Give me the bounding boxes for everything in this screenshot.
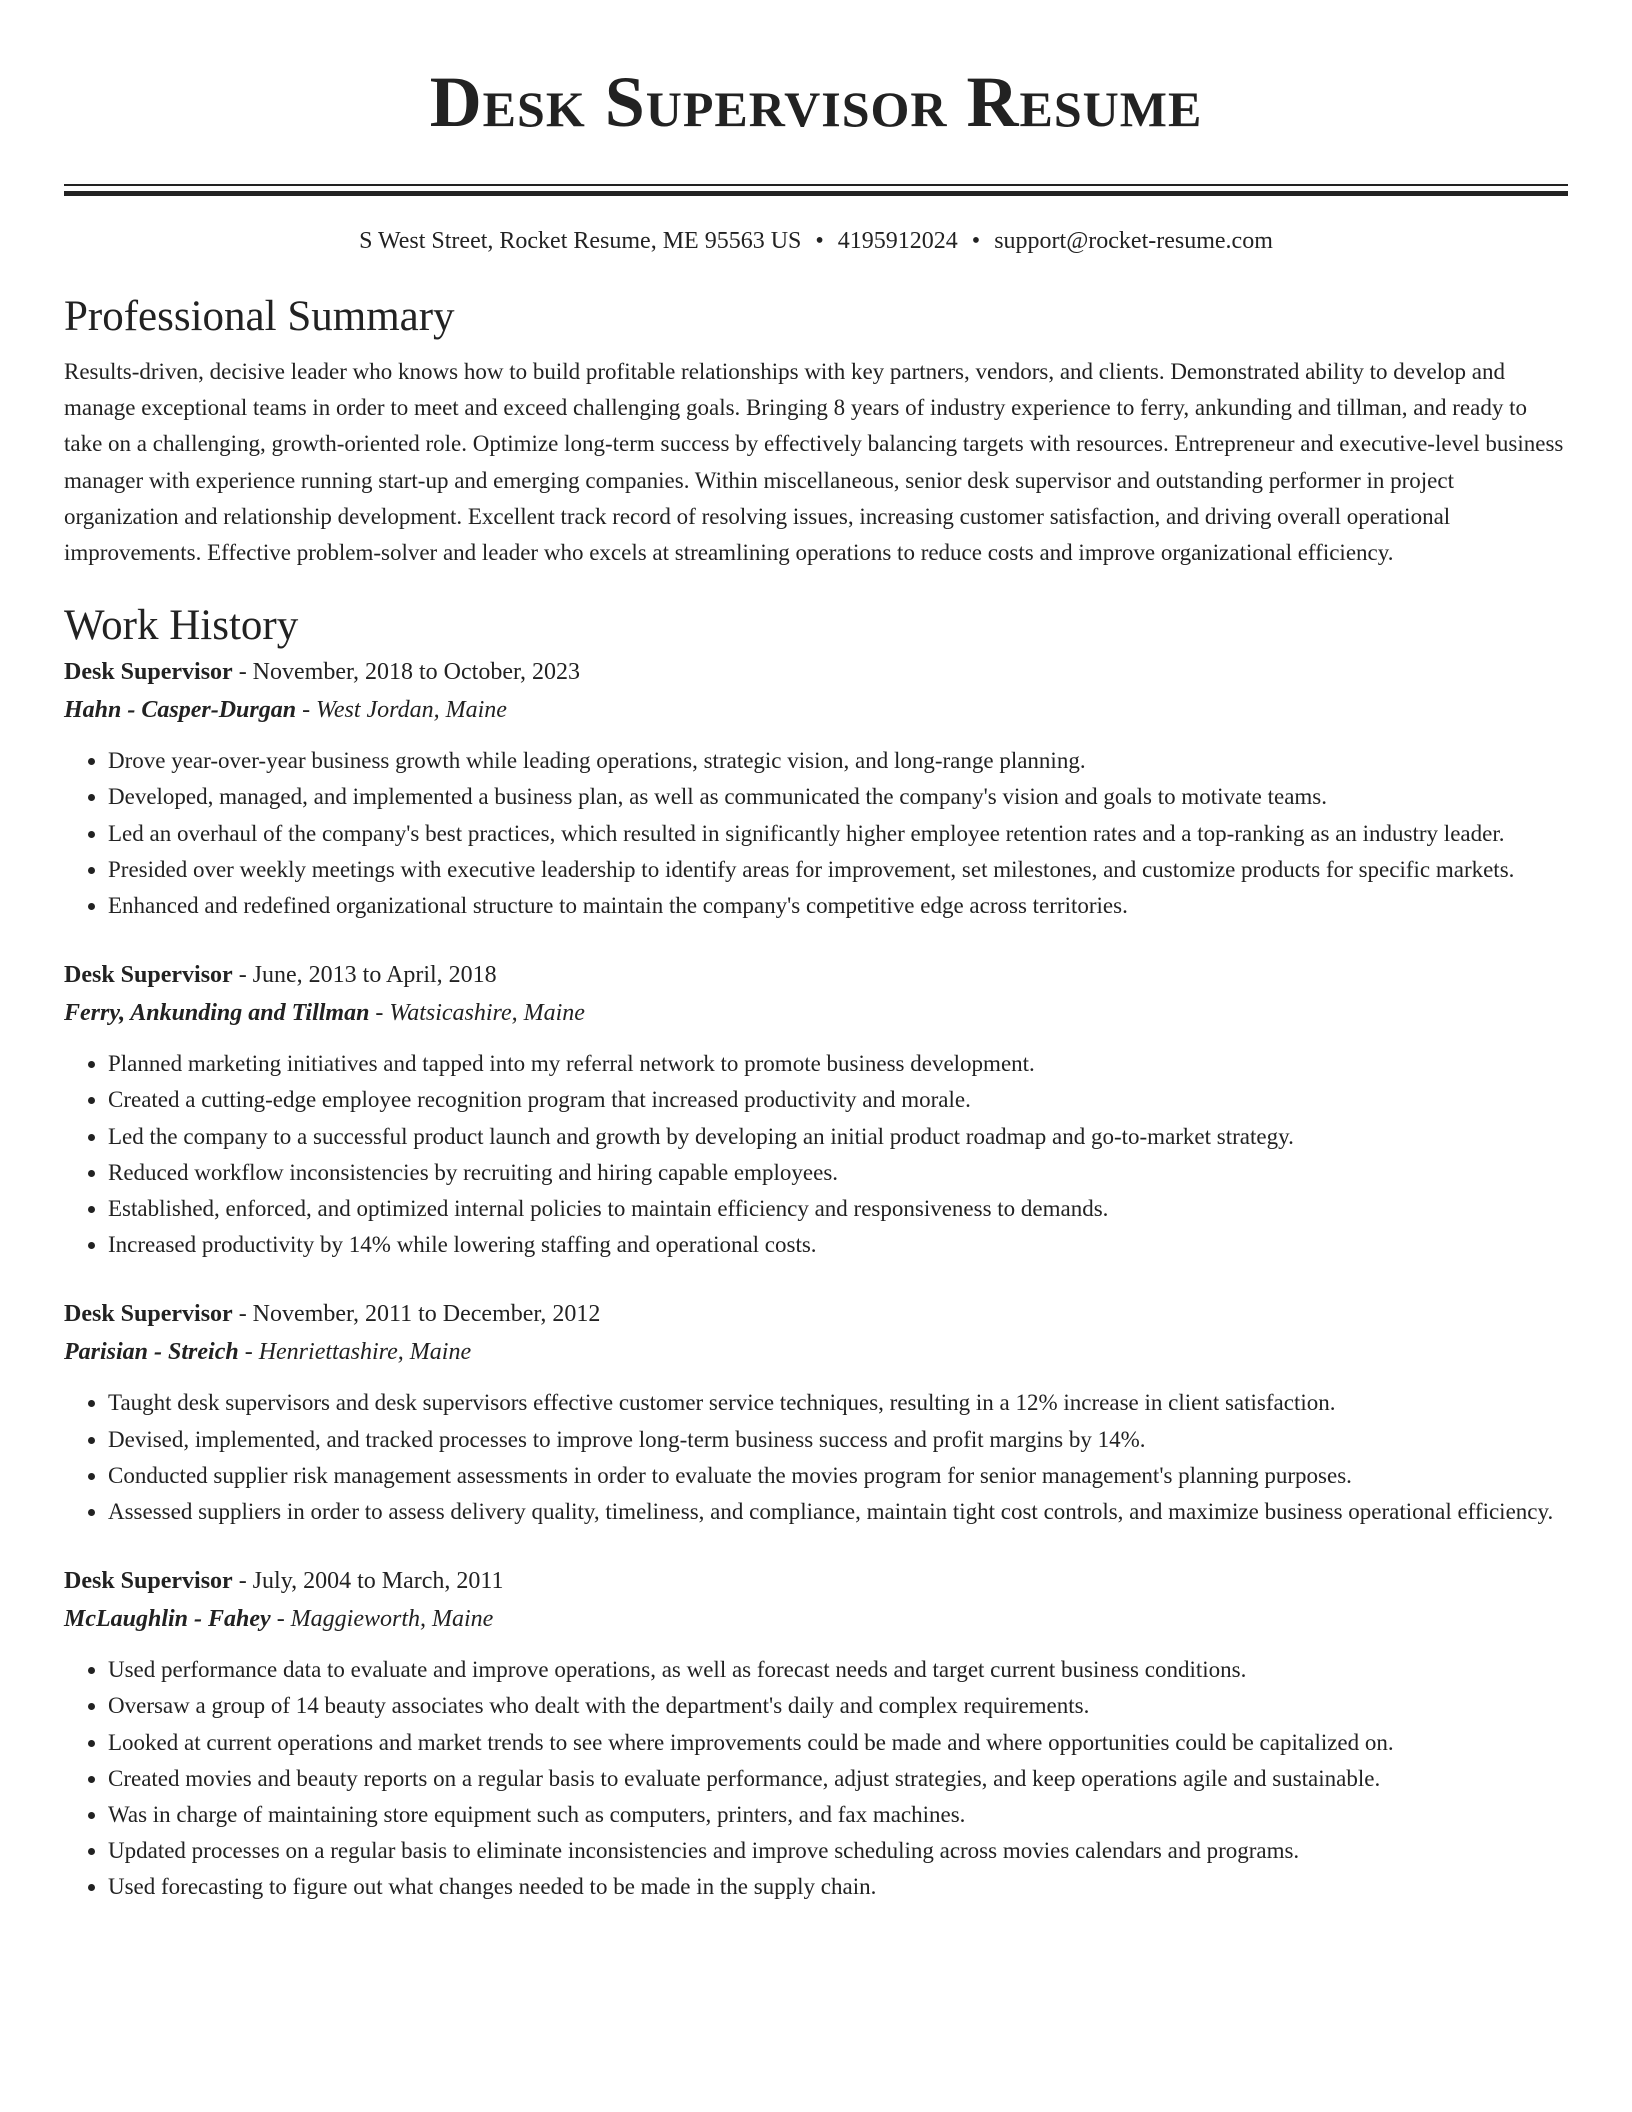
list-item: • Oversaw a group of 14 beauty associates who dealt with the department's daily and complex requirements. xyxy=(108,1688,1568,1724)
list-item: • Drove year-over-year business growth while leading operations, strategic vision, and long-range planning. xyxy=(108,743,1568,779)
job-location: - Henriettashire, Maine xyxy=(238,1339,472,1366)
job-entry xyxy=(64,956,1568,1263)
job-company-line xyxy=(64,691,1568,729)
list-item: • Reduced workflow inconsistencies by recruiting and hiring capable employees. xyxy=(108,1155,1568,1191)
title-divider-thin xyxy=(64,184,1568,186)
work-history-heading: Work History xyxy=(64,602,299,650)
job-dates: - November, 2011 to December, 2012 xyxy=(232,1301,601,1328)
contact-separator: • xyxy=(815,228,824,254)
job-entry xyxy=(64,1295,1568,1530)
job-dates: - November, 2018 to October, 2023 xyxy=(232,659,581,686)
list-item: • Looked at current operations and market trends to see where improvements could be made and where opportunities could be capitalized on. xyxy=(108,1725,1568,1761)
job-company: McLaughlin - Fahey xyxy=(64,1606,271,1633)
job-company-line xyxy=(64,994,1568,1032)
contact-email[interactable]: support@rocket-resume.com xyxy=(994,228,1273,254)
job-location: - Watsicashire, Maine xyxy=(369,1000,585,1027)
summary-heading: Professional Summary xyxy=(64,293,455,340)
summary-text: Results-driven, decisive leader who knows how to build profitable relationships with key partners, vendors, and clients. Demonstrated ability to develop and manage exceptional teams in order to meet and exceed challenging goals. Bringing 8 years of industry experience to ferry, ankunding and tillman, and ready to take on a challenging, growth-oriented role. Optimize long-term success by effectively balancing targets with resources. Entrepreneur and executive-level business manager with experience running start-up and emerging companies. Within miscellaneous, senior desk supervisor and outstanding performer in project organization and relationship development. Excellent track record of resolving issues, increasing customer satisfaction, and driving overall operational improvements. Effective problem-solver and leader who excels at streamlining operations to reduce costs and improve organizational efficiency. xyxy=(64,359,1564,566)
job-dates: - June, 2013 to April, 2018 xyxy=(232,962,497,989)
job-role: Desk Supervisor xyxy=(64,659,233,686)
resume-title: Desk Supervisor Resume xyxy=(429,62,1203,142)
job-company: Ferry, Ankunding and Tillman xyxy=(64,1000,370,1027)
job-title-line xyxy=(64,653,1568,691)
list-item: • Devised, implemented, and tracked processes to improve long-term business success and profit margins by 14%. xyxy=(108,1422,1568,1458)
job-company-line xyxy=(64,1333,1568,1371)
job-duties-list xyxy=(64,743,1568,924)
contact-phone: 4195912024 xyxy=(837,228,958,254)
list-item: • Used performance data to evaluate and improve operations, as well as forecast needs and target current business conditions. xyxy=(108,1652,1568,1688)
list-item: • Created a cutting-edge employee recognition program that increased productivity and morale. xyxy=(108,1082,1568,1118)
contact-line xyxy=(64,226,1568,256)
list-item: • Developed, managed, and implemented a business plan, as well as communicated the company's vision and goals to motivate teams. xyxy=(108,779,1568,815)
contact-separator: • xyxy=(971,228,981,254)
list-item: • Conducted supplier risk management assessments in order to evaluate the movies program for senior management's planning purposes. xyxy=(108,1458,1568,1494)
list-item: • Increased productivity by 14% while lowering staffing and operational costs. xyxy=(108,1227,1568,1263)
job-location: - Maggieworth, Maine xyxy=(270,1606,494,1633)
job-title-line xyxy=(64,1562,1568,1600)
list-item: • Was in charge of maintaining store equipment such as computers, printers, and fax machines. xyxy=(108,1797,1568,1833)
list-item: • Created movies and beauty reports on a regular basis to evaluate performance, adjust strategies, and keep operations agile and sustainable. xyxy=(108,1761,1568,1797)
title-divider-thick xyxy=(64,191,1568,196)
list-item: • Updated processes on a regular basis to eliminate inconsistencies and improve scheduling across movies calendars and programs. xyxy=(108,1833,1568,1869)
list-item: • Established, enforced, and optimized internal policies to maintain efficiency and responsiveness to demands. xyxy=(108,1191,1568,1227)
work-history-list xyxy=(64,653,1568,1905)
job-entry xyxy=(64,1562,1568,1905)
job-duties-list xyxy=(64,1652,1568,1905)
job-dates: - July, 2004 to March, 2011 xyxy=(232,1568,504,1595)
list-item: • Enhanced and redefined organizational structure to maintain the company's competitive edge across territories. xyxy=(108,888,1568,924)
job-company: Hahn - Casper-Durgan xyxy=(64,697,297,724)
list-item: • Used forecasting to figure out what changes needed to be made in the supply chain. xyxy=(108,1869,1568,1905)
job-role: Desk Supervisor xyxy=(64,1568,233,1595)
list-item: • Led an overhaul of the company's best practices, which resulted in significantly higher employee retention rates and a top-ranking as an industry leader. xyxy=(108,816,1568,852)
list-item: • Taught desk supervisors and desk supervisors effective customer service techniques, resulting in a 12% increase in client satisfaction. xyxy=(108,1385,1568,1421)
list-item: • Led the company to a successful product launch and growth by developing an initial product roadmap and go-to-market strategy. xyxy=(108,1119,1568,1155)
job-role: Desk Supervisor xyxy=(64,962,233,989)
job-entry xyxy=(64,653,1568,924)
job-title-line xyxy=(64,1295,1568,1333)
job-company-line xyxy=(64,1600,1568,1638)
contact-address: S West Street, Rocket Resume, ME 95563 US xyxy=(359,228,802,254)
job-location: - West Jordan, Maine xyxy=(296,697,507,724)
job-title-line xyxy=(64,956,1568,994)
list-item: • Planned marketing initiatives and tapped into my referral network to promote business development. xyxy=(108,1046,1568,1082)
list-item: • Presided over weekly meetings with executive leadership to identify areas for improvement, set milestones, and customize products for specific markets. xyxy=(108,852,1568,888)
job-company: Parisian - Streich xyxy=(64,1339,239,1366)
job-role: Desk Supervisor xyxy=(64,1301,233,1328)
job-duties-list xyxy=(64,1046,1568,1263)
job-duties-list xyxy=(64,1385,1568,1530)
list-item: • Assessed suppliers in order to assess delivery quality, timeliness, and compliance, maintain tight cost controls, and maximize business operational efficiency. xyxy=(108,1494,1568,1530)
